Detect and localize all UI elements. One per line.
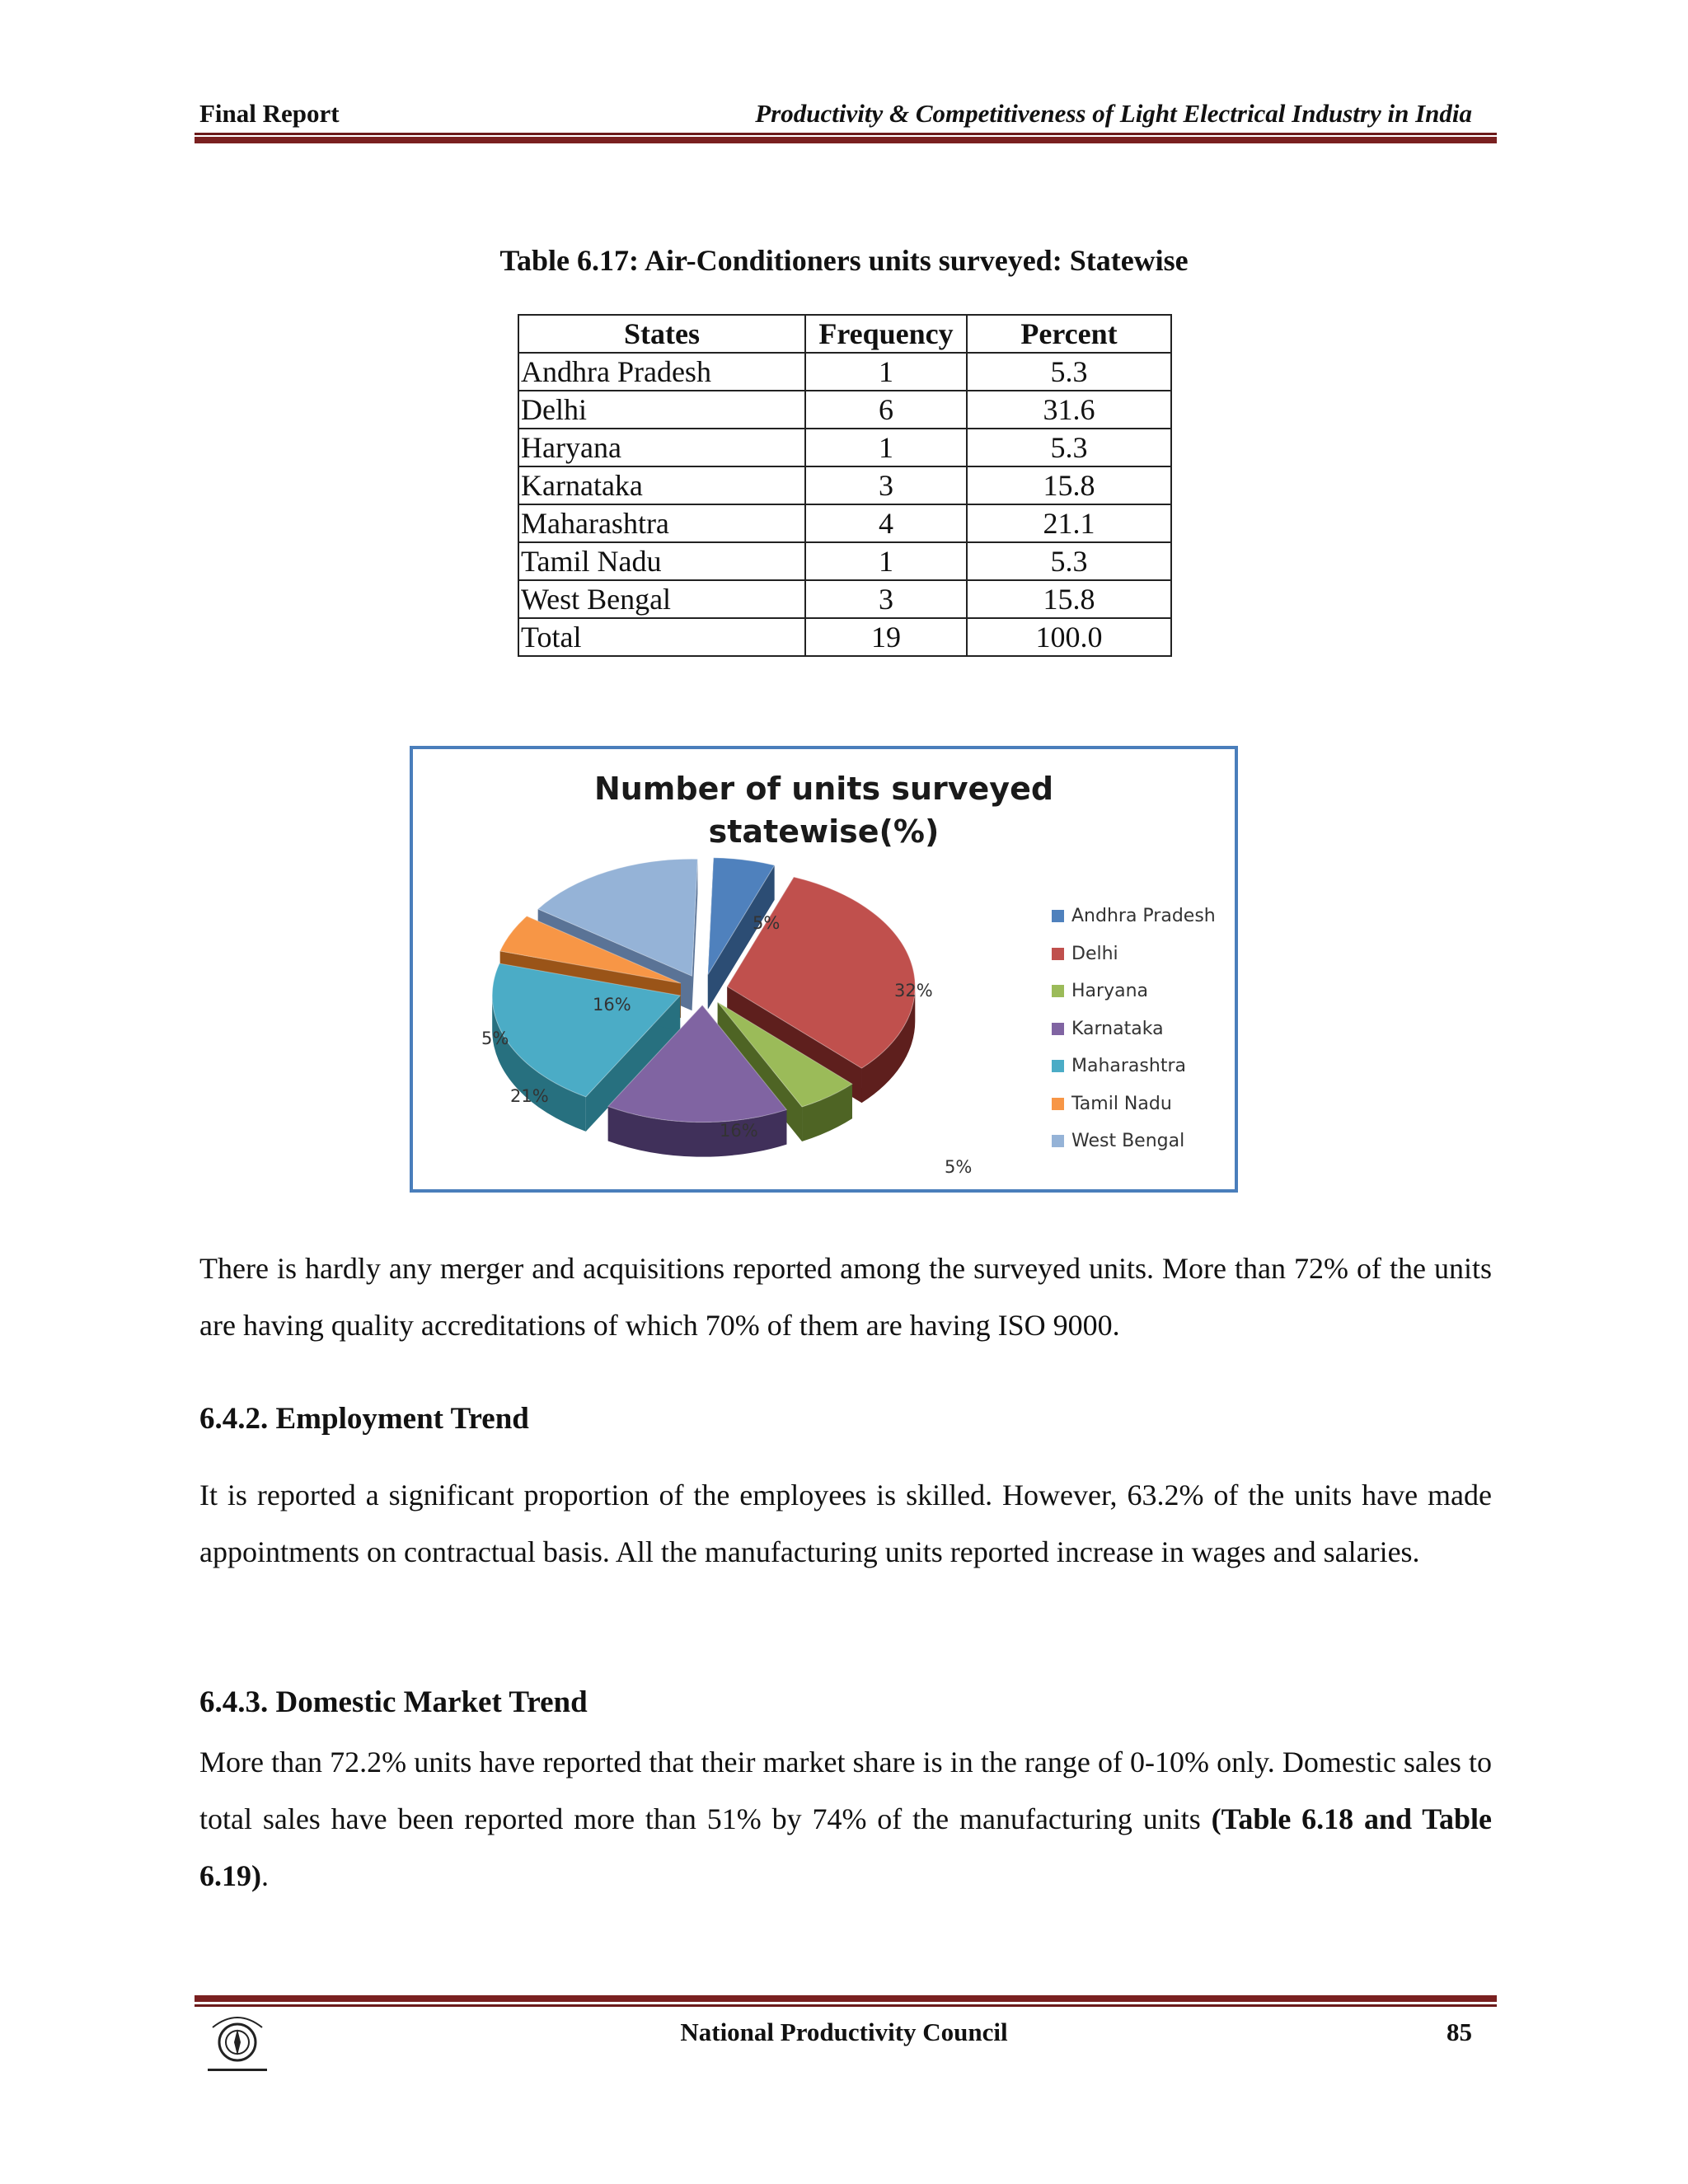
cell-state: Delhi xyxy=(518,391,805,429)
cell-frequency: 4 xyxy=(805,504,967,542)
legend-swatch xyxy=(1052,1060,1064,1072)
chart-legend xyxy=(1052,898,1216,1160)
cell-frequency: 19 xyxy=(805,618,967,656)
cell-frequency: 1 xyxy=(805,542,967,580)
table-row xyxy=(518,353,1171,391)
chart-title-line2: statewise(%) xyxy=(708,813,940,850)
table-row xyxy=(518,542,1171,580)
cell-percent: 5.3 xyxy=(967,429,1171,466)
col-header-states: States xyxy=(518,315,805,353)
cell-percent: 100.0 xyxy=(967,618,1171,656)
legend-label: Andhra Pradesh xyxy=(1071,906,1216,927)
legend-item xyxy=(1052,1122,1216,1160)
cell-state: Total xyxy=(518,618,805,656)
heading-domestic-market-trend: 6.4.3. Domestic Market Trend xyxy=(199,1685,588,1719)
legend-item xyxy=(1052,972,1216,1010)
footer-rule-thick xyxy=(195,1995,1497,2002)
paragraph-domestic-end: . xyxy=(261,1859,269,1892)
table-row xyxy=(518,391,1171,429)
paragraph-employment: It is reported a significant proportion of the employees is skilled. However, 63.2% of the units have made appointments on contractual basis. All the manufacturing units reported increase in wages and salaries. xyxy=(199,1479,1492,1568)
cell-state: Tamil Nadu xyxy=(518,542,805,580)
col-header-frequency: Frequency xyxy=(805,315,967,353)
table-header-row xyxy=(518,315,1171,353)
table-reference: (Table 6.18 and Table 6.19) xyxy=(199,1802,1492,1892)
table-row xyxy=(518,504,1171,542)
table-caption: Table 6.17: Air-Conditioners units surveyed: Statewise xyxy=(499,244,1189,277)
legend-label: Delhi xyxy=(1071,943,1118,964)
cell-state: Haryana xyxy=(518,429,805,466)
pie-label-karnataka: 16% xyxy=(720,1121,758,1141)
legend-label: Haryana xyxy=(1071,981,1148,1002)
cell-state: Karnataka xyxy=(518,466,805,504)
heading-employment-trend: 6.4.2. Employment Trend xyxy=(199,1402,529,1436)
legend-swatch xyxy=(1052,985,1064,997)
legend-label: Maharashtra xyxy=(1071,1056,1186,1077)
pie-label-west-bengal: 16% xyxy=(593,995,631,1015)
cell-frequency: 1 xyxy=(805,353,967,391)
legend-item xyxy=(1052,1010,1216,1048)
cell-state: West Bengal xyxy=(518,580,805,618)
cell-frequency: 3 xyxy=(805,466,967,504)
cell-frequency: 1 xyxy=(805,429,967,466)
cell-percent: 21.1 xyxy=(967,504,1171,542)
header-rule-thin xyxy=(195,133,1497,135)
pie-label-maharashtra: 21% xyxy=(510,1086,549,1106)
page-number: 85 xyxy=(1447,2018,1472,2046)
paragraph-domestic-market xyxy=(199,1734,1492,1905)
legend-label: West Bengal xyxy=(1071,1131,1185,1152)
pie-chart-frame xyxy=(410,746,1238,1193)
pie-chart xyxy=(413,749,1039,1189)
cell-state: Andhra Pradesh xyxy=(518,353,805,391)
cell-percent: 31.6 xyxy=(967,391,1171,429)
chart-title-line1: Number of units surveyed xyxy=(593,771,1054,807)
cell-percent: 15.8 xyxy=(967,466,1171,504)
footer-organization: National Productivity Council xyxy=(680,2018,1008,2046)
legend-swatch xyxy=(1052,1023,1064,1035)
table-row xyxy=(518,580,1171,618)
states-table xyxy=(518,314,1172,657)
legend-item xyxy=(1052,1085,1216,1123)
legend-item xyxy=(1052,1047,1216,1085)
col-header-percent: Percent xyxy=(967,315,1171,353)
paragraph-mergers: There is hardly any merger and acquisitions reported among the surveyed units. More than 72% of the units are having quality accreditations of which 70% of them are having ISO 9000. xyxy=(199,1252,1492,1342)
header-left: Final Report xyxy=(199,99,340,128)
table-row xyxy=(518,466,1171,504)
legend-swatch xyxy=(1052,910,1064,922)
paragraph-domestic-text: More than 72.2% units have reported that their market share is in the range of 0-10% only. Domestic sales to total sales have been reported more than 51% by 74% of the manufacturing units xyxy=(199,1746,1492,1835)
table-row xyxy=(518,429,1171,466)
legend-swatch xyxy=(1052,1098,1064,1110)
legend-swatch xyxy=(1052,948,1064,960)
pie-label-delhi: 32% xyxy=(894,981,933,1001)
legend-label: Tamil Nadu xyxy=(1071,1093,1172,1114)
cell-state: Maharashtra xyxy=(518,504,805,542)
table-row-total xyxy=(518,618,1171,656)
pie-label-haryana: 5% xyxy=(945,1157,973,1177)
legend-item xyxy=(1052,935,1216,973)
header-rule-thick xyxy=(195,137,1497,143)
cell-percent: 15.8 xyxy=(967,580,1171,618)
legend-swatch xyxy=(1052,1135,1064,1147)
cell-frequency: 6 xyxy=(805,391,967,429)
footer-rule-thin xyxy=(195,2004,1497,2007)
pie-label-andhra-pradesh: 5% xyxy=(753,913,781,933)
pie-label-tamil-nadu: 5% xyxy=(481,1029,509,1048)
cell-percent: 5.3 xyxy=(967,542,1171,580)
legend-label: Karnataka xyxy=(1071,1018,1164,1039)
cell-frequency: 3 xyxy=(805,580,967,618)
header-right: Productivity & Competitiveness of Light Electrical Industry in India xyxy=(755,99,1472,128)
cell-percent: 5.3 xyxy=(967,353,1171,391)
legend-item xyxy=(1052,898,1216,935)
